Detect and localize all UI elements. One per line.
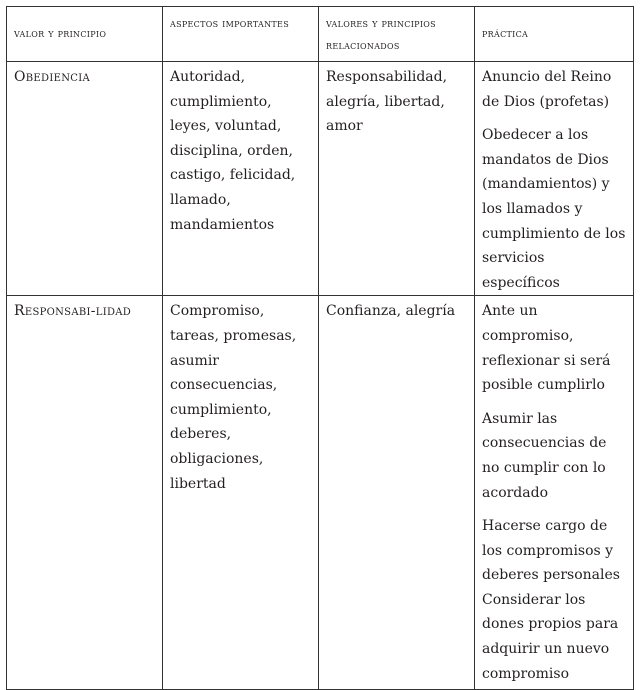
cell-aspectos: [163, 62, 319, 296]
practica-paragraph: Ante un compromiso, reflexionar si será posible cumplirlo: [482, 303, 611, 394]
cell-practica: [475, 296, 634, 690]
cell-practica: [475, 62, 634, 296]
cell-relacionados: [319, 296, 475, 690]
practica-paragraph: Obedecer a los mandatos de Dios (mandamientos) y los llamados y cumplimiento de los servicios específicos: [482, 127, 626, 291]
table-row-responsabilidad: [7, 296, 634, 690]
header-aspectos-label: aspectos importantes: [170, 17, 289, 30]
header-practica-label: práctica: [482, 27, 529, 40]
cell-valor: [7, 62, 163, 296]
cell-valor: [7, 296, 163, 690]
header-row: [7, 7, 634, 62]
row-value-name: Responsabi-lidad: [14, 303, 132, 320]
values-table: [6, 6, 634, 690]
header-relacionados-label: valores y principios relacionados: [326, 17, 436, 52]
header-cell-practica: [475, 7, 634, 62]
row-relacionados-text: Responsabilidad, alegría, libertad, amor: [326, 69, 448, 135]
practica-paragraph: Anuncio del Reino de Dios (profetas): [482, 69, 612, 110]
header-cell-valor: [7, 7, 163, 62]
practica-paragraph: Hacerse cargo de los compromisos y deberes personales Considerar los dones propios para adquirir un nuevo compromiso: [482, 518, 620, 682]
row-aspectos-text: Autoridad, cumplimiento, leyes, voluntad, disciplina, orden, castigo, felicidad, llamado, mandamientos: [170, 69, 296, 233]
table-row-obediencia: [7, 62, 634, 296]
row-value-name: Obediencia: [14, 69, 90, 85]
cell-relacionados: [319, 62, 475, 296]
row-relacionados-text: Confianza, alegría: [326, 303, 456, 320]
cell-aspectos: [163, 296, 319, 690]
header-cell-aspectos: [163, 7, 319, 62]
practica-paragraph: Asumir las consecuencias de no cumplir con lo acordado: [482, 410, 607, 501]
header-cell-relacionados: [319, 7, 475, 62]
header-valor-label: valor y principio: [14, 27, 107, 40]
row-aspectos-text: Compromiso, tareas, promesas, asumir consecuencias, cumplimiento, deberes, obligaciones, libertad: [170, 303, 297, 492]
